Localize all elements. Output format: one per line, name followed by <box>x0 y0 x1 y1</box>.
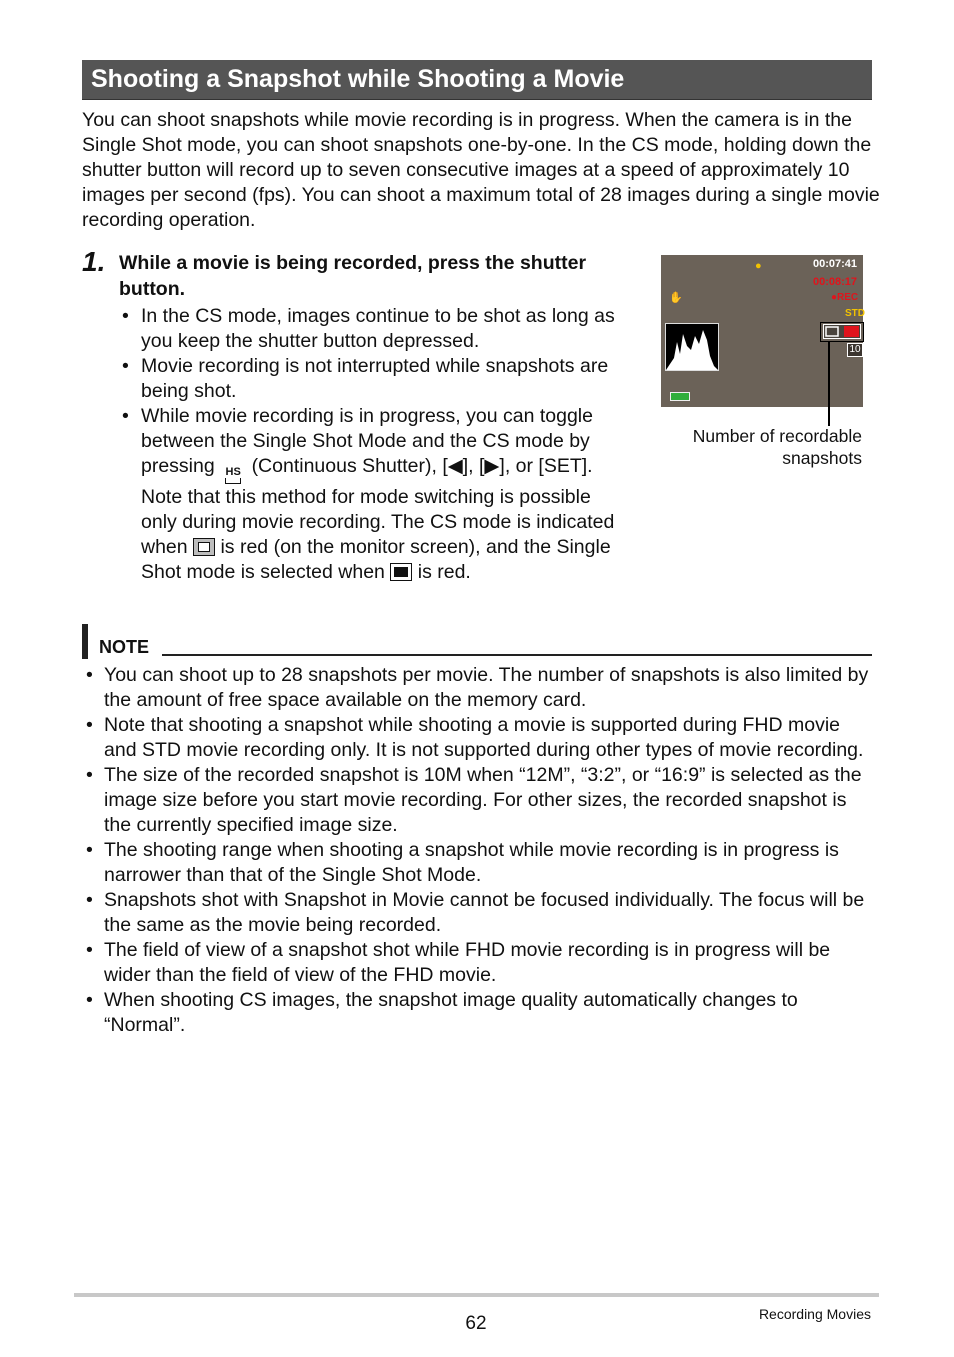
cs-mode-icon <box>193 538 215 556</box>
list-item: • The size of the recorded snapshot is 10M when “12M”, “3:2”, or “16:9” is selected as the image size before you start movie recording. For other sizes, the recorded snapshot is the currently specified image size. <box>86 764 862 836</box>
screen-caption: Number of recordable snapshots <box>692 426 862 468</box>
step-bullets <box>82 304 627 585</box>
step-1 <box>82 246 627 585</box>
stabilizer-icon: ✋ <box>669 292 683 304</box>
intro-paragraph: You can shoot snapshots while movie recording is in progress. When the camera is in the Single Shot mode, you can shoot snapshots one-by-one. In the CS mode, holding down the shutter button will record up to seven consecutive images at a speed of approximately 10 images per second (fps). You can shoot a maximum total of 28 images during a single movie recording operation. <box>82 109 880 231</box>
callout-frame <box>820 322 864 342</box>
battery-icon <box>670 392 690 401</box>
histogram-graph <box>666 324 718 370</box>
section-name: Recording Movies <box>758 1306 871 1322</box>
note-header <box>82 624 872 659</box>
histogram <box>665 323 719 371</box>
note-rule <box>162 654 872 656</box>
list-item: • Movie recording is not interrupted while snapshots are being shot. <box>122 355 609 402</box>
list-item: • When shooting CS images, the snapshot image quality automatically changes to “Normal”. <box>86 989 798 1036</box>
section-header <box>82 60 872 100</box>
page-number: 62 <box>465 1313 487 1334</box>
page-title: Shooting a Snapshot while Shooting a Movie <box>91 65 625 93</box>
quality-badge: STD <box>845 308 865 319</box>
note-list <box>82 663 872 1038</box>
list-item: • While movie recording is in progress, you can toggle between the Single Shot Mode and the CS mode by pressing HS (Continuous Shutter), [◀], [▶], or [SET]. Note that this method for mode switching is possible only during movie recording. The CS mode is indicated when is red (on the monitor screen), and the Single Shot mode is selected when is red. <box>122 405 615 583</box>
list-item: • In the CS mode, images continue to be shot as long as you keep the shutter button depressed. <box>122 305 615 352</box>
snapshot-count: 10 <box>847 343 863 357</box>
list-item: • You can shoot up to 28 snapshots per movie. The number of snapshots is also limited by the amount of free space available on the memory card. <box>86 664 869 711</box>
list-item: • Snapshots shot with Snapshot in Movie cannot be focused individually. The focus will be the same as the movie being recorded. <box>86 889 865 936</box>
remaining-time: 00:08:17 <box>813 276 858 288</box>
step-number: 1. <box>82 246 106 277</box>
note-bar <box>82 624 88 659</box>
note-section <box>82 624 872 1038</box>
elapsed-time: 00:07:41 <box>813 258 858 270</box>
continuous-shutter-icon: HS <box>220 467 246 485</box>
list-item: • Note that shooting a snapshot while shooting a movie is supported during FHD movie and STD movie recording only. It is not supported during other types of movie recording. <box>86 714 864 761</box>
single-shot-icon <box>390 563 412 581</box>
movie-record-icon: ● <box>755 260 762 272</box>
note-label: NOTE <box>99 637 150 657</box>
list-item: • The shooting range when shooting a snapshot while movie recording is in progress is narrower than that of the Single Shot Mode. <box>86 839 839 886</box>
list-item: • The field of view of a snapshot shot while FHD movie recording is in progress will be wider than the field of view of the FHD movie. <box>86 939 831 986</box>
footer-rule <box>74 1293 879 1297</box>
rec-indicator: ●REC <box>831 292 859 303</box>
callout-line <box>828 342 830 426</box>
step-title: While a movie is being recorded, press the shutter button. <box>119 252 587 300</box>
